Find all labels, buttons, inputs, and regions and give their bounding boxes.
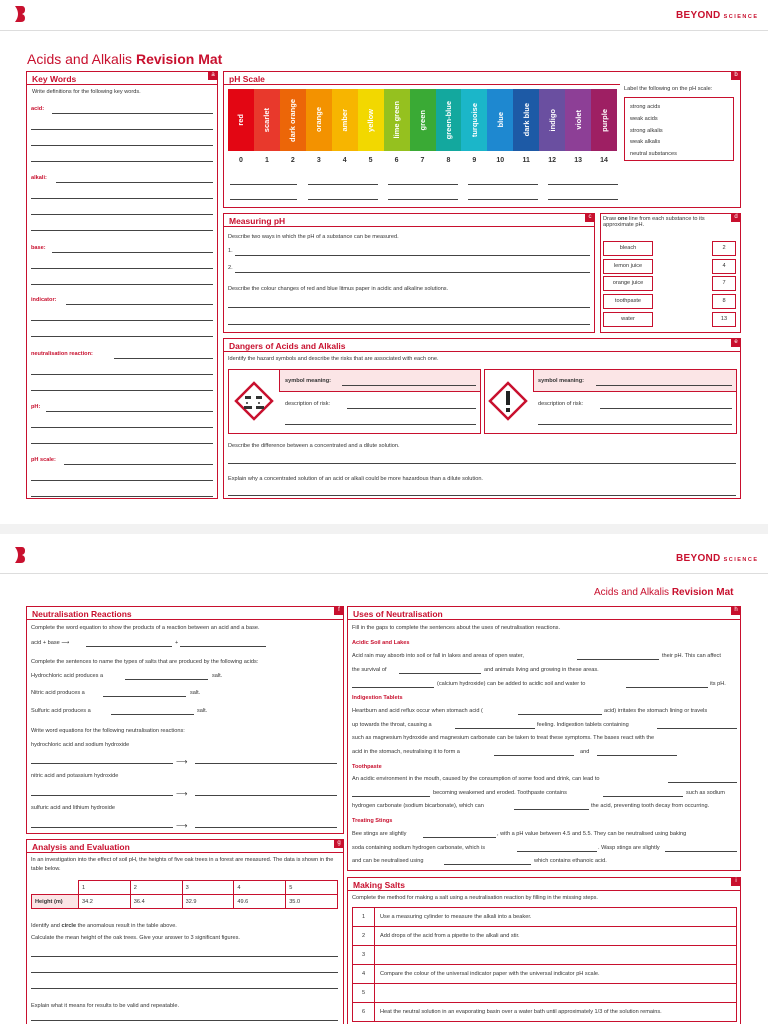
ph-number: 11 bbox=[522, 157, 530, 164]
method-step bbox=[353, 927, 737, 946]
answer-line[interactable] bbox=[347, 408, 476, 409]
subheading-indigestion: Indigestion Tablets bbox=[352, 695, 403, 701]
answer-line[interactable] bbox=[423, 837, 496, 838]
page-title: Acids and Alkalis Revision Mat bbox=[594, 587, 734, 598]
ph-number: 9 bbox=[472, 157, 477, 164]
answer-line[interactable] bbox=[31, 284, 213, 285]
ph-value[interactable]: 2 bbox=[712, 241, 736, 256]
answer-line[interactable] bbox=[600, 408, 732, 409]
sentence-text: up towards the throat, causing a bbox=[352, 722, 432, 728]
answer-line[interactable] bbox=[518, 714, 602, 715]
answer-line[interactable] bbox=[577, 659, 659, 660]
answer-line[interactable] bbox=[66, 304, 213, 305]
label-item: strong alkalis bbox=[630, 128, 663, 134]
line-number: 1. bbox=[228, 248, 233, 254]
answer-line[interactable] bbox=[64, 464, 213, 465]
ph-number: 7 bbox=[420, 157, 425, 164]
answer-line[interactable] bbox=[230, 184, 297, 185]
neutralisation-panel bbox=[26, 606, 344, 834]
sentence-text: such as sodium bbox=[686, 790, 725, 796]
answer-line[interactable] bbox=[603, 796, 683, 797]
ph-number: 3 bbox=[316, 157, 321, 164]
section-letter: f bbox=[334, 606, 344, 615]
ph-colour-label: scarlet bbox=[262, 107, 272, 133]
ph-colour-label: turquoise bbox=[469, 102, 479, 138]
table-header: 3 bbox=[182, 881, 234, 895]
making-salts-heading: Making Salts bbox=[353, 880, 405, 890]
answer-line[interactable] bbox=[31, 827, 173, 828]
ph-colour-cell bbox=[436, 89, 462, 151]
answer-line[interactable] bbox=[235, 272, 590, 273]
substance-toothpaste[interactable]: toothpaste bbox=[603, 294, 653, 309]
answer-line[interactable] bbox=[31, 988, 338, 989]
step-text: Compare the colour of the universal indicator paper with the universal indicator pH scale. bbox=[375, 965, 737, 984]
substance-bleach[interactable]: bleach bbox=[603, 241, 653, 256]
answer-line[interactable] bbox=[195, 827, 337, 828]
answer-line[interactable] bbox=[52, 113, 213, 114]
section-letter: e bbox=[731, 338, 741, 347]
ph-colour-label: red bbox=[236, 114, 246, 126]
ph-colour-label: dark orange bbox=[288, 98, 298, 142]
answer-line[interactable] bbox=[31, 1020, 338, 1021]
term-alkali: alkali: bbox=[31, 175, 47, 181]
ph-number: 5 bbox=[368, 157, 373, 164]
neutralisation-intro: Complete the word equation to show the products of a reaction between an acid and a base. bbox=[31, 625, 260, 631]
ph-colour-cell bbox=[513, 89, 539, 151]
sentence-text: Heartburn and acid reflux occur when stomach acid ( bbox=[352, 708, 483, 714]
salt-sentence: Sulfuric acid produces a bbox=[31, 708, 91, 714]
ph-label-intro: Label the following on the pH scale: bbox=[624, 86, 713, 92]
answer-line[interactable] bbox=[468, 184, 538, 185]
arrow-icon: ⟶ bbox=[176, 757, 188, 766]
reaction-prompt: nitric acid and potassium hydroxide bbox=[31, 773, 119, 779]
step-number: 6 bbox=[353, 1003, 375, 1022]
answer-line[interactable] bbox=[31, 145, 213, 146]
answer-line[interactable] bbox=[548, 199, 618, 200]
table-header: 4 bbox=[234, 881, 286, 895]
ph-colour-cell bbox=[358, 89, 384, 151]
answer-line[interactable] bbox=[517, 851, 597, 852]
answer-line[interactable] bbox=[342, 385, 476, 386]
dangers-heading: Dangers of Acids and Alkalis bbox=[229, 341, 346, 351]
answer-line[interactable] bbox=[31, 443, 213, 444]
answer-line[interactable] bbox=[31, 161, 213, 162]
section-letter: i bbox=[731, 877, 741, 886]
answer-line[interactable] bbox=[31, 214, 213, 215]
answer-line[interactable] bbox=[352, 687, 434, 688]
dangers-question: Explain why a concentrated solution of an acid or alkali could be more hazardous than a dilute solution. bbox=[228, 476, 483, 482]
answer-line[interactable] bbox=[228, 463, 736, 464]
answer-line[interactable] bbox=[31, 129, 213, 130]
key-words-heading: Key Words bbox=[32, 74, 77, 84]
answer-line[interactable] bbox=[31, 336, 213, 337]
line-number: 2. bbox=[228, 265, 233, 271]
sentence-text: , with a pH value between 4.5 and 5.5. They can be neutralised using baking bbox=[497, 831, 687, 837]
answer-line[interactable] bbox=[468, 199, 538, 200]
sentence-text: and bbox=[580, 749, 590, 755]
answer-line[interactable] bbox=[388, 184, 458, 185]
page-title: Acids and Alkalis Revision Mat bbox=[27, 51, 223, 67]
ph-colour-label: yellow bbox=[366, 108, 376, 132]
ph-colour-cell bbox=[306, 89, 332, 151]
ph-number: 2 bbox=[290, 157, 295, 164]
answer-line[interactable] bbox=[114, 358, 213, 359]
answer-line[interactable] bbox=[31, 480, 213, 481]
draw-line-intro: Draw one line from each substance to its approximate pH. bbox=[603, 216, 705, 228]
table-cell[interactable]: 36.4 bbox=[130, 895, 182, 909]
analysis-question: Calculate the mean height of the oak trees. Give your answer to 3 significant figures. bbox=[31, 935, 240, 941]
ph-value[interactable]: 4 bbox=[712, 259, 736, 274]
sentence-text: and can be neutralised using bbox=[352, 858, 424, 864]
answer-line[interactable] bbox=[494, 755, 574, 756]
answer-line[interactable] bbox=[31, 795, 173, 796]
table-header: 2 bbox=[130, 881, 182, 895]
salt-sentence: Hydrochloric acid produces a bbox=[31, 673, 104, 679]
table-cell[interactable]: 34.2 bbox=[79, 895, 131, 909]
sentence-text: Acid rain may absorb into soil or fall in lakes and areas of open water, bbox=[352, 653, 524, 659]
section-letter: a bbox=[208, 71, 218, 80]
ph-colour-cell bbox=[280, 89, 306, 151]
dangers-question: Describe the difference between a concentrated and a dilute solution. bbox=[228, 443, 400, 449]
answer-line[interactable] bbox=[538, 424, 732, 425]
answer-line[interactable] bbox=[31, 763, 173, 764]
step-number: 3 bbox=[353, 946, 375, 965]
neutralisation-intro: Write word equations for the following neutralisation reactions: bbox=[31, 728, 185, 734]
answer-line[interactable] bbox=[31, 198, 213, 199]
table-cell[interactable]: 32.9 bbox=[182, 895, 234, 909]
method-step bbox=[353, 1003, 737, 1022]
answer-line[interactable] bbox=[668, 782, 737, 783]
step-number: 1 bbox=[353, 908, 375, 927]
ph-colour-cell bbox=[487, 89, 513, 151]
label-item: strong acids bbox=[630, 104, 661, 110]
term-ph-scale: pH scale: bbox=[31, 457, 56, 463]
ph-number: 13 bbox=[574, 157, 582, 164]
ph-value[interactable]: 13 bbox=[712, 312, 736, 327]
answer-line[interactable] bbox=[125, 679, 208, 680]
ph-colour-label: lime green bbox=[392, 101, 402, 139]
answer-line[interactable] bbox=[388, 199, 458, 200]
answer-line[interactable] bbox=[308, 199, 378, 200]
answer-line[interactable] bbox=[31, 268, 213, 269]
reaction-prompt: hydrochloric acid and sodium hydroxide bbox=[31, 742, 130, 748]
ph-colour-cell bbox=[332, 89, 358, 151]
ph-colour-label: indigo bbox=[547, 108, 557, 132]
ph-colour-cell bbox=[228, 89, 254, 151]
measuring-ph-heading: Measuring pH bbox=[229, 216, 286, 226]
ph-number: 1 bbox=[264, 157, 269, 164]
ph-value[interactable]: 8 bbox=[712, 294, 736, 309]
reaction-prompt: sulfuric acid and lithium hydroxide bbox=[31, 805, 115, 811]
measuring-question: Describe the colour changes of red and blue litmus paper in acidic and alkaline solutions. bbox=[228, 286, 449, 292]
ph-number: 14 bbox=[600, 157, 608, 164]
method-step bbox=[353, 908, 737, 927]
key-words-panel bbox=[26, 71, 218, 499]
sentence-text: feeling. Indigestion tablets containing bbox=[537, 722, 629, 728]
ph-colour-cell bbox=[565, 89, 591, 151]
ph-value[interactable]: 7 bbox=[712, 276, 736, 291]
section-letter: d bbox=[731, 213, 741, 222]
sentence-text: which contains ethanoic acid. bbox=[534, 858, 607, 864]
sentence-text: such as magnesium hydroxide and magnesium carbonate can be taken to treat these symptoms. The bases react with the bbox=[352, 735, 655, 741]
section-letter: c bbox=[585, 213, 595, 222]
ph-number: 10 bbox=[496, 157, 505, 164]
table-header: 1 bbox=[79, 881, 131, 895]
sentence-text: acid) irritates the stomach lining or travels bbox=[604, 708, 708, 714]
corrosive-hazard-icon bbox=[234, 381, 274, 421]
neutralisation-intro: Complete the sentences to name the types of salts that are produced by the following acids: bbox=[31, 659, 259, 665]
answer-line[interactable] bbox=[514, 809, 589, 810]
risk-label: description of risk: bbox=[285, 401, 331, 407]
step-number: 4 bbox=[353, 965, 375, 984]
answer-line[interactable] bbox=[86, 646, 172, 647]
label-item: weak alkalis bbox=[630, 139, 661, 145]
answer-line[interactable] bbox=[195, 795, 337, 796]
exclamation-hazard-icon bbox=[488, 381, 528, 421]
section-letter: h bbox=[731, 606, 741, 615]
salt-word: salt. bbox=[197, 708, 208, 714]
ph-colour-label: dark blue bbox=[521, 103, 531, 137]
ph-colour-label: violet bbox=[573, 110, 583, 130]
ph-colour-bar bbox=[228, 89, 617, 151]
salt-word: salt. bbox=[212, 673, 223, 679]
brand-logo: BEYOND SCIENCE bbox=[676, 10, 759, 21]
sentence-text: hydrogen carbonate (sodium bicarbonate), which can bbox=[352, 803, 484, 809]
answer-line[interactable] bbox=[626, 687, 708, 688]
uses-intro: Fill in the gaps to complete the sentences about the uses of neutralisation reactions. bbox=[352, 625, 561, 631]
ph-scale-heading: pH Scale bbox=[229, 74, 265, 84]
answer-line[interactable] bbox=[46, 411, 213, 412]
risk-label: description of risk: bbox=[538, 401, 584, 407]
answer-line[interactable] bbox=[285, 424, 476, 425]
section-letter: g bbox=[334, 839, 344, 848]
height-table bbox=[31, 880, 338, 909]
substance-water[interactable]: water bbox=[603, 312, 653, 327]
table-cell[interactable]: 35.0 bbox=[286, 895, 338, 909]
answer-line[interactable] bbox=[399, 673, 481, 674]
ph-number: 12 bbox=[548, 157, 557, 164]
key-words-intro: Write definitions for the following key words. bbox=[32, 89, 141, 95]
brand-logo: BEYOND SCIENCE bbox=[676, 553, 759, 564]
table-header: 5 bbox=[286, 881, 338, 895]
answer-line[interactable] bbox=[52, 252, 213, 253]
analysis-heading: Analysis and Evaluation bbox=[32, 842, 130, 852]
term-base: base: bbox=[31, 245, 46, 251]
answer-line[interactable] bbox=[308, 184, 378, 185]
answer-line[interactable] bbox=[103, 696, 186, 697]
beyond-logo-icon bbox=[12, 546, 26, 564]
substance-lemon-juice[interactable]: lemon juice bbox=[603, 259, 653, 274]
answer-line[interactable] bbox=[455, 728, 535, 729]
answer-line[interactable] bbox=[228, 495, 736, 496]
beyond-logo-icon bbox=[12, 5, 26, 23]
answer-line[interactable] bbox=[657, 728, 737, 729]
ph-number: 0 bbox=[239, 157, 243, 164]
sentence-text: An acidic environment in the mouth, caused by the consumption of some food and drink, can lead to bbox=[352, 776, 600, 782]
answer-line[interactable] bbox=[230, 199, 297, 200]
answer-line[interactable] bbox=[31, 230, 213, 231]
sentence-text: soda containing sodium hydrogen carbonate, which is bbox=[352, 845, 486, 851]
ph-number: 4 bbox=[342, 157, 347, 164]
step-text: Add drops of the acid from a pipette to the alkali and stir. bbox=[375, 927, 737, 946]
salt-sentence: Nitric acid produces a bbox=[31, 690, 85, 696]
answer-line[interactable] bbox=[56, 182, 213, 183]
neutralisation-heading: Neutralisation Reactions bbox=[32, 609, 132, 619]
sentence-text: and animals living and growing in these areas. bbox=[484, 667, 599, 673]
answer-line[interactable] bbox=[235, 255, 590, 256]
ph-colour-cell bbox=[410, 89, 436, 151]
analysis-intro: In an investigation into the effect of soil pH, the heights of five oak trees in a forest are measured. The data is shown in the table below. bbox=[31, 857, 334, 872]
sentence-text: the survival of bbox=[352, 667, 387, 673]
step-answer[interactable] bbox=[375, 946, 737, 965]
ph-number: 6 bbox=[394, 157, 399, 164]
ph-colour-cell bbox=[591, 89, 617, 151]
answer-line[interactable] bbox=[548, 184, 618, 185]
answer-line[interactable] bbox=[228, 307, 590, 308]
answer-line[interactable] bbox=[180, 646, 266, 647]
equation-left: acid + base ⟶ bbox=[31, 640, 70, 646]
sentence-text: becoming weakened and eroded. Toothpaste contains bbox=[433, 790, 567, 796]
label-item: neutral substances bbox=[630, 151, 677, 157]
answer-line[interactable] bbox=[31, 956, 338, 957]
term-acid: acid: bbox=[31, 106, 45, 112]
measuring-ph-panel bbox=[223, 213, 595, 333]
answer-line[interactable] bbox=[352, 796, 430, 797]
subheading-stings: Treating Stings bbox=[352, 818, 393, 824]
term-neutralisation-reaction: neutralisation reaction: bbox=[31, 351, 93, 357]
ph-colour-label: purple bbox=[599, 108, 609, 132]
uses-heading: Uses of Neutralisation bbox=[353, 609, 443, 619]
step-answer[interactable] bbox=[375, 984, 737, 1003]
answer-line[interactable] bbox=[596, 385, 732, 386]
term-indicator: indicator: bbox=[31, 297, 57, 303]
answer-line[interactable] bbox=[228, 324, 590, 325]
ph-colour-label: green-blue bbox=[443, 100, 453, 140]
arrow-icon: ⟶ bbox=[176, 789, 188, 798]
ph-label-list bbox=[624, 97, 734, 161]
sentence-text: its pH. bbox=[710, 681, 726, 687]
symbol-meaning-label: symbol meaning: bbox=[538, 378, 585, 384]
ph-colour-label: amber bbox=[340, 108, 350, 132]
step-number: 2 bbox=[353, 927, 375, 946]
step-text: Use a measuring cylinder to measure the alkali into a beaker. bbox=[375, 908, 737, 927]
sentence-text: acid in the stomach, neutralising it to form a bbox=[352, 749, 460, 755]
ph-colour-label: orange bbox=[314, 107, 324, 133]
ph-colour-label: green bbox=[418, 109, 428, 131]
answer-line[interactable] bbox=[31, 972, 338, 973]
table-cell[interactable]: 49.6 bbox=[234, 895, 286, 909]
answer-line[interactable] bbox=[665, 851, 737, 852]
ph-colour-cell bbox=[539, 89, 565, 151]
substance-orange-juice[interactable]: orange juice bbox=[603, 276, 653, 291]
answer-line[interactable] bbox=[111, 714, 194, 715]
section-letter: b bbox=[731, 71, 741, 80]
answer-line[interactable] bbox=[31, 427, 213, 428]
ph-colour-cell bbox=[254, 89, 280, 151]
method-step bbox=[353, 984, 737, 1003]
answer-line[interactable] bbox=[31, 496, 213, 497]
sentence-text: Bee stings are slightly bbox=[352, 831, 407, 837]
sentence-text: . Wasp stings are slightly bbox=[598, 845, 660, 851]
symbol-meaning-label: symbol meaning: bbox=[285, 378, 332, 384]
answer-line[interactable] bbox=[597, 755, 677, 756]
measuring-question: Describe two ways in which the pH of a substance can be measured. bbox=[228, 234, 399, 240]
answer-line[interactable] bbox=[31, 320, 213, 321]
answer-line[interactable] bbox=[31, 390, 213, 391]
answer-line[interactable] bbox=[444, 864, 531, 865]
step-number: 5 bbox=[353, 984, 375, 1003]
ph-colour-label: blue bbox=[495, 112, 505, 128]
ph-colour-cell bbox=[461, 89, 487, 151]
sentence-text: the acid, preventing tooth decay from occurring. bbox=[591, 803, 710, 809]
method-step bbox=[353, 965, 737, 984]
sentence-text: their pH. This can affect bbox=[662, 653, 721, 659]
salts-intro: Complete the method for making a salt using a neutralisation reaction by filling in the missing steps. bbox=[352, 895, 598, 901]
label-item: weak acids bbox=[630, 116, 658, 122]
method-step bbox=[353, 946, 737, 965]
arrow-icon: ⟶ bbox=[176, 821, 188, 830]
ph-number: 8 bbox=[446, 157, 451, 164]
analysis-question: Identify and circle the anomalous result in the table above. bbox=[31, 923, 177, 929]
answer-line[interactable] bbox=[195, 763, 337, 764]
step-text: Heat the neutral solution in an evaporating basin over a water bath until approximately 1/3 of the solution remains. bbox=[375, 1003, 737, 1022]
term-ph: pH: bbox=[31, 404, 41, 410]
plus-sign: + bbox=[175, 640, 179, 646]
answer-line[interactable] bbox=[31, 374, 213, 375]
dangers-intro: Identify the hazard symbols and describe the risks that are associated with each one. bbox=[228, 356, 439, 362]
method-steps-table bbox=[352, 907, 737, 1022]
salt-word: salt. bbox=[190, 690, 201, 696]
ph-colour-cell bbox=[384, 89, 410, 151]
analysis-question: Explain what it means for results to be valid and repeatable. bbox=[31, 1003, 180, 1009]
subheading-toothpaste: Toothpaste bbox=[352, 764, 382, 770]
sentence-text: (calcium hydroxide) can be added to acidic soil and water to bbox=[437, 681, 586, 687]
subheading-acidic-soil: Acidic Soil and Lakes bbox=[352, 640, 410, 646]
row-label: Height (m) bbox=[32, 895, 79, 909]
